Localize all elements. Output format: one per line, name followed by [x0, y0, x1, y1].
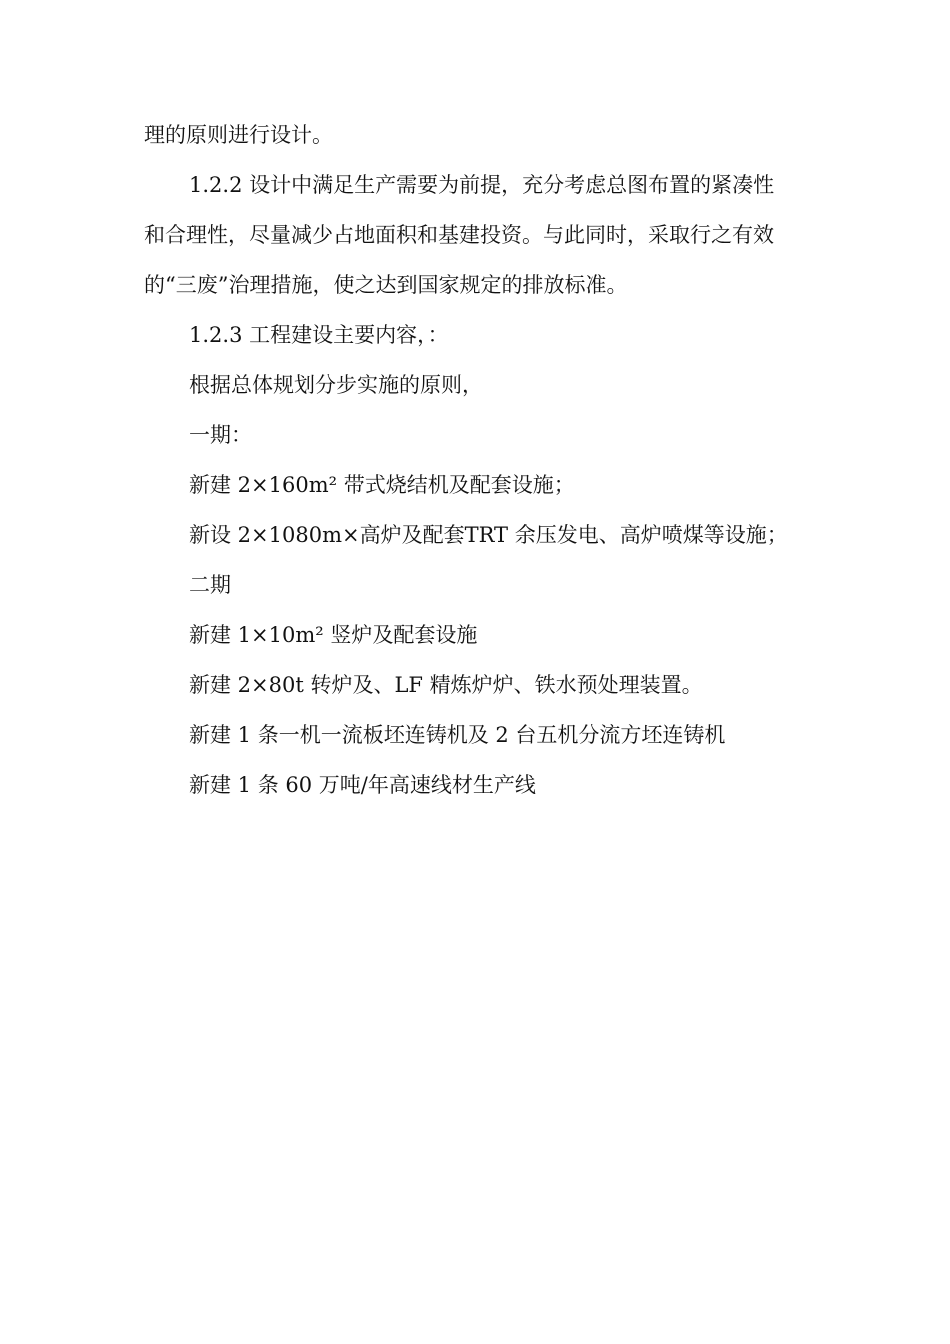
text-line-1: 理的原则进行设计。 [144, 123, 333, 147]
section-1-2-2-text: 1.2.2 设计中满足生产需要为前提，充分考虑总图布置的紧凑性 [189, 173, 775, 197]
phase-two-item-3: 新建 1 条一机一流板坯连铸机及 2 台五机分流方坯连铸机 [189, 723, 726, 747]
phase-one-label: 一期： [189, 423, 252, 447]
text-line-3: 和合理性，尽量减少占地面积和基建投资。与此同时，采取行之有效 [144, 223, 774, 247]
section-1-2-3-heading: 1.2.3 工程建设主要内容，： [189, 323, 449, 347]
phase-two-item-1: 新建 1×10m² 竖炉及配套设施 [189, 623, 478, 647]
phase-two-label: 二期 [189, 573, 231, 597]
phase-one-item-1: 新建 2×160m² 带式烧结机及配套设施； [189, 473, 575, 497]
phase-two-item-4: 新建 1 条 60 万吨/年高速线材生产线 [189, 773, 536, 797]
principle-text: 根据总体规划分步实施的原则， [189, 373, 483, 397]
phase-one-item-2: 新设 2×1080m×高炉及配套TRT 余压发电、高炉喷煤等设施； [189, 523, 788, 547]
text-line-4: 的“三废”治理措施，使之达到国家规定的排放标准。 [144, 273, 628, 297]
phase-two-item-2: 新建 2×80t 转炉及、LF 精炼炉炉、铁水预处理装置。 [189, 673, 703, 697]
